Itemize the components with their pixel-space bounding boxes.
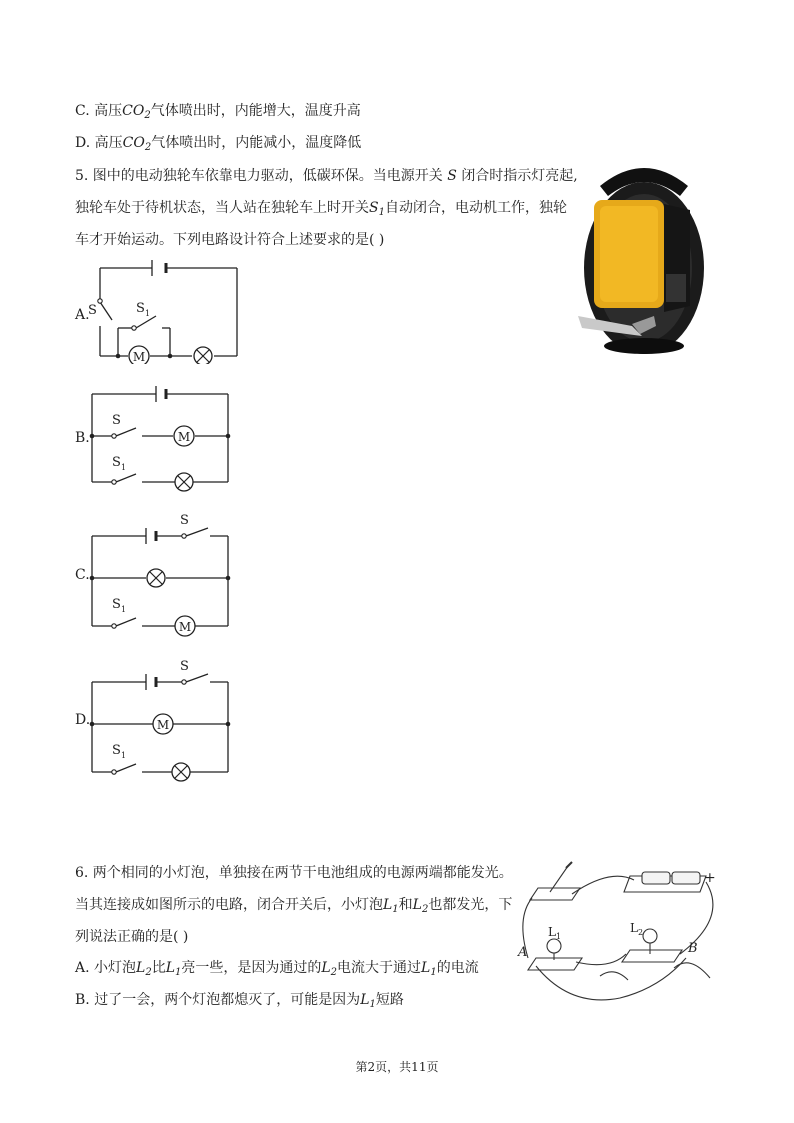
- l-symbol: L: [360, 992, 370, 1008]
- text: 5. 图中的电动独轮车依靠电力驱动，低碳环保。当电源开关: [75, 168, 443, 184]
- option-a-label: A.: [75, 307, 90, 323]
- l-symbol: L: [165, 960, 175, 976]
- text: B. 过了一会，两个灯泡都熄灭了，可能是因为: [75, 992, 361, 1008]
- switch-s-label: S: [180, 513, 189, 528]
- circuit-b: [86, 380, 236, 492]
- text: 独轮车处于待机状态，当人站在独轮车上时开关: [75, 200, 369, 216]
- q6-line-3: [75, 927, 188, 947]
- text: 短路: [375, 992, 404, 1008]
- text: 的电流: [436, 960, 479, 976]
- switch-s1-label: S: [112, 743, 121, 758]
- q6-line-2: [75, 895, 512, 920]
- option-b-label: B.: [75, 430, 90, 446]
- l-symbol: L: [383, 897, 393, 913]
- text: 列说法正确的是( ): [75, 929, 189, 945]
- subscript: 1: [430, 967, 437, 978]
- subscript: 1: [369, 999, 376, 1010]
- switch-s-label: S: [112, 413, 121, 428]
- q5-line-2: [75, 198, 567, 223]
- plus-label: +: [704, 870, 716, 886]
- co2-symbol: CO: [122, 135, 145, 151]
- text: 闭合时指示灯亮起,: [461, 168, 578, 184]
- l1-subscript: 1: [556, 932, 562, 941]
- l2-label: L: [630, 921, 638, 935]
- unicycle-image: [572, 156, 722, 356]
- switch-s1-label: S: [112, 455, 121, 470]
- option-c-line: [75, 101, 361, 126]
- page-number: 第2页，共11页: [355, 1060, 439, 1074]
- l1-label: L: [548, 925, 556, 939]
- option-c-label: C.: [75, 567, 90, 583]
- l-symbol: L: [136, 960, 146, 976]
- subscript: 1: [174, 967, 182, 978]
- text: 气体喷出时，内能增大，温度升高: [150, 103, 361, 119]
- text: D. 高压: [75, 135, 123, 151]
- switch-s1-subscript: 1: [145, 309, 151, 318]
- subscript: 1: [392, 904, 399, 915]
- switch-s1-label: S: [136, 301, 145, 316]
- motor-label: M: [132, 350, 146, 364]
- switch-s1-subscript: 1: [121, 463, 127, 472]
- option-d-line: [75, 133, 361, 158]
- text: C. 高压: [75, 103, 123, 119]
- point-a-label: A: [518, 945, 528, 960]
- subscript: 2: [144, 110, 151, 121]
- l-symbol: L: [321, 960, 331, 976]
- circuit-a: [86, 256, 246, 364]
- l2-subscript: 2: [638, 928, 644, 937]
- q6-option-b: [75, 990, 404, 1015]
- text: 和: [398, 897, 413, 913]
- q5-line-3: [75, 230, 384, 250]
- q5-line-1: [75, 166, 578, 186]
- switch-s1-label: S: [112, 597, 121, 612]
- subscript: 2: [145, 967, 152, 978]
- switch-s-symbol: S: [447, 168, 457, 184]
- text: 当其连接成如图所示的电路，闭合开关后，小灯泡: [75, 897, 383, 913]
- text: 亮一些，是因为通过的: [181, 960, 322, 976]
- subscript: 2: [330, 967, 338, 978]
- q6-line-1: [75, 863, 513, 883]
- circuit-c: [86, 508, 236, 638]
- subscript: 1: [378, 207, 385, 218]
- circuit-d: [86, 654, 236, 784]
- motor-label: M: [177, 430, 191, 444]
- text: A. 小灯泡: [75, 960, 137, 976]
- switch-s1-symbol: S: [369, 200, 379, 216]
- text: 车才开始运动。下列电路设计符合上述要求的是( ): [75, 232, 385, 248]
- text: 自动闭合，电动机工作，独轮: [384, 200, 567, 216]
- q6-option-a: [75, 958, 479, 983]
- text: 比: [151, 960, 166, 976]
- l-symbol: L: [421, 960, 431, 976]
- text: 也都发光，下: [428, 897, 513, 913]
- motor-label: M: [178, 620, 192, 634]
- option-d-label: D.: [75, 712, 91, 728]
- co2-symbol: CO: [122, 103, 145, 119]
- switch-s1-subscript: 1: [121, 751, 127, 760]
- subscript: 2: [421, 904, 429, 915]
- point-b-label: B: [688, 941, 698, 956]
- text: 6. 两个相同的小灯泡，单独接在两节干电池组成的电源两端都能发光。: [75, 865, 513, 881]
- switch-s-label: S: [88, 303, 97, 318]
- subscript: 2: [144, 142, 152, 153]
- q6-circuit-figure: [510, 858, 732, 1010]
- motor-label: M: [156, 718, 170, 732]
- switch-s1-subscript: 1: [121, 605, 127, 614]
- switch-s-label: S: [180, 659, 189, 674]
- text: 电流大于通过: [337, 960, 422, 976]
- l-symbol: L: [412, 897, 422, 913]
- text: 气体喷出时，内能减小，温度降低: [151, 135, 362, 151]
